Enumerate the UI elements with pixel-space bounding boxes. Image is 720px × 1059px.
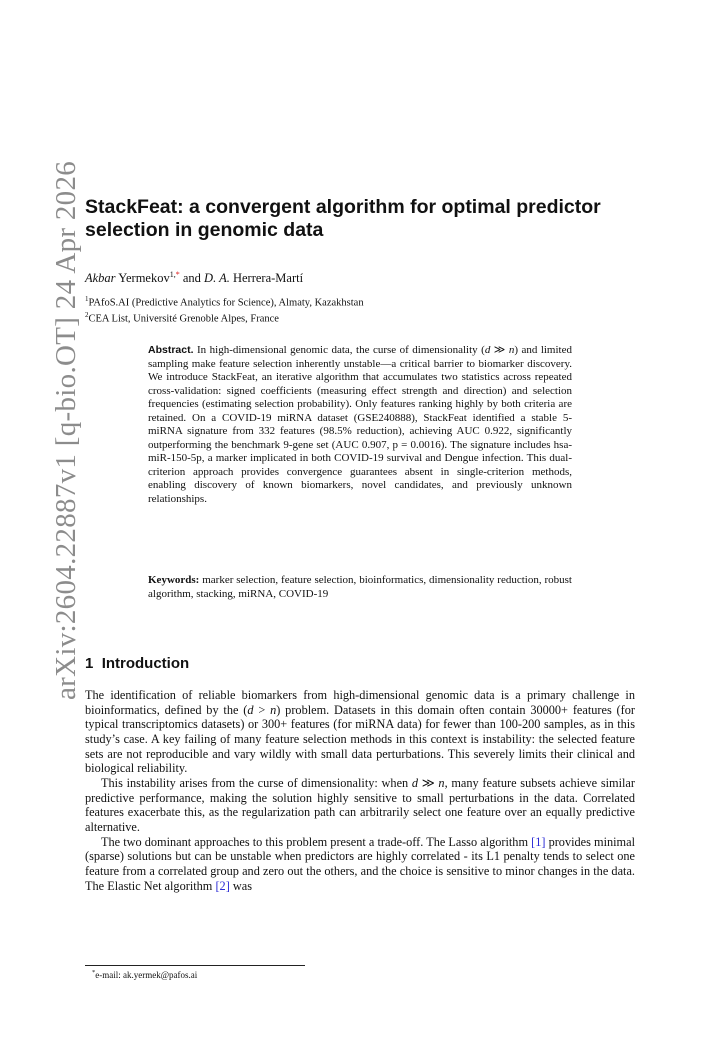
paper-title: StackFeat: a convergent algorithm for optimal predictor selection in genomic data bbox=[85, 196, 601, 241]
paragraph-2: This instability arises from the curse of dimensionality: when d ≫ n, many feature subsets achieve similar predictive performance, making the solution highly sensitive to small perturbations in the data. Correlated features exacerbate this, as the regularization path can arbitrarily select one feature over an equally predictive alternative. bbox=[85, 775, 635, 834]
keywords-label: Keywords: bbox=[148, 574, 200, 586]
author-1-affiliation-marks: 1,* bbox=[169, 270, 180, 279]
section-heading-introduction: 1 Introduction bbox=[85, 655, 190, 672]
author-2-initials: D. A. bbox=[204, 271, 230, 286]
keywords: Keywords: marker selection, feature selection, bioinformatics, dimensionality reduction, robust algorithm, stacking, miRNA, COVID-19 bbox=[148, 574, 572, 600]
author-line bbox=[85, 270, 303, 286]
footnote-divider bbox=[85, 965, 305, 966]
arxiv-identifier-stamp: arXiv:2604.22887v1 [q-bio.OT] 24 Apr 2026 bbox=[50, 160, 82, 700]
author-1-given-name: Akbar bbox=[85, 271, 116, 286]
abstract: Abstract. In high-dimensional genomic data, the curse of dimensionality (d ≫ n) and limited sampling make feature selection inherently unstable—a critical barrier to biomarker discovery. We introduce StackFeat, an iterative algorithm that accumulates two statistics across repeated cross-validation: signed coefficients (measuring effect strength and direction) and selection frequencies (estimating selection probability). Only features ranking highly by both criteria are retained. On a COVID-19 miRNA dataset (GSE240888), StackFeat identified a stable 5-miRNA signature from 332 features (98.5% reduction), achieving AUC 0.922, significantly outperforming the benchmark 9-gene set (AUC 0.907, p = 0.0016). The signature includes hsa-miR-150-5p, a marker implicated in both COVID-19 survival and Dengue infection. This dual-criterion approach provides convergence guarantees absent in single-criterion methods, enabling discovery of known biomarkers, novel candidates, and previously unknown relationships. bbox=[148, 344, 572, 505]
author-2-family-name: Herrera-Martí bbox=[229, 271, 304, 286]
corresponding-author-link[interactable]: * bbox=[175, 270, 180, 279]
author-1-family-name: Yermekov bbox=[115, 271, 170, 286]
citation-link-2[interactable]: [2] bbox=[215, 878, 230, 893]
footnote-email: *e-mail: ak.yermek@pafos.ai bbox=[92, 969, 198, 980]
paragraph-3: The two dominant approaches to this problem present a trade-off. The Lasso algorithm [1] provides minimal (sparse) solutions but can be unstable when predictors are highly correlated - its L1 penalty tends to select one feature from a correlated group and zero out the others, and the choice is sensitive to minor changes in the data. The Elastic Net algorithm [2] was bbox=[85, 834, 635, 893]
affiliation-1: $^1$PAfoS.AI (Predictive Analytics for Science), Almaty, Kazakhstan bbox=[85, 295, 364, 309]
introduction-body bbox=[85, 688, 635, 893]
author-conjunction: and bbox=[179, 271, 205, 286]
citation-link-1[interactable]: [1] bbox=[531, 834, 546, 849]
paragraph-1: The identification of reliable biomarkers from high-dimensional genomic data is a primary challenge in bioinformatics, defined by the (d > n) problem. Datasets in this domain often contain 30000+ features (for typical transcriptomics datasets) or 300+ features (for miRNA data) for fewer than 100-200 samples, as in this study’s case. A key failing of many feature selection methods in this context is instability: the selected feature sets are not reproducible and vary wildly with small data perturbations. This severely limits their clinical and biological reliability. bbox=[85, 688, 635, 776]
affiliation-2: $^2$CEA List, Université Grenoble Alpes, France bbox=[85, 311, 279, 325]
abstract-label: Abstract. bbox=[148, 344, 194, 356]
